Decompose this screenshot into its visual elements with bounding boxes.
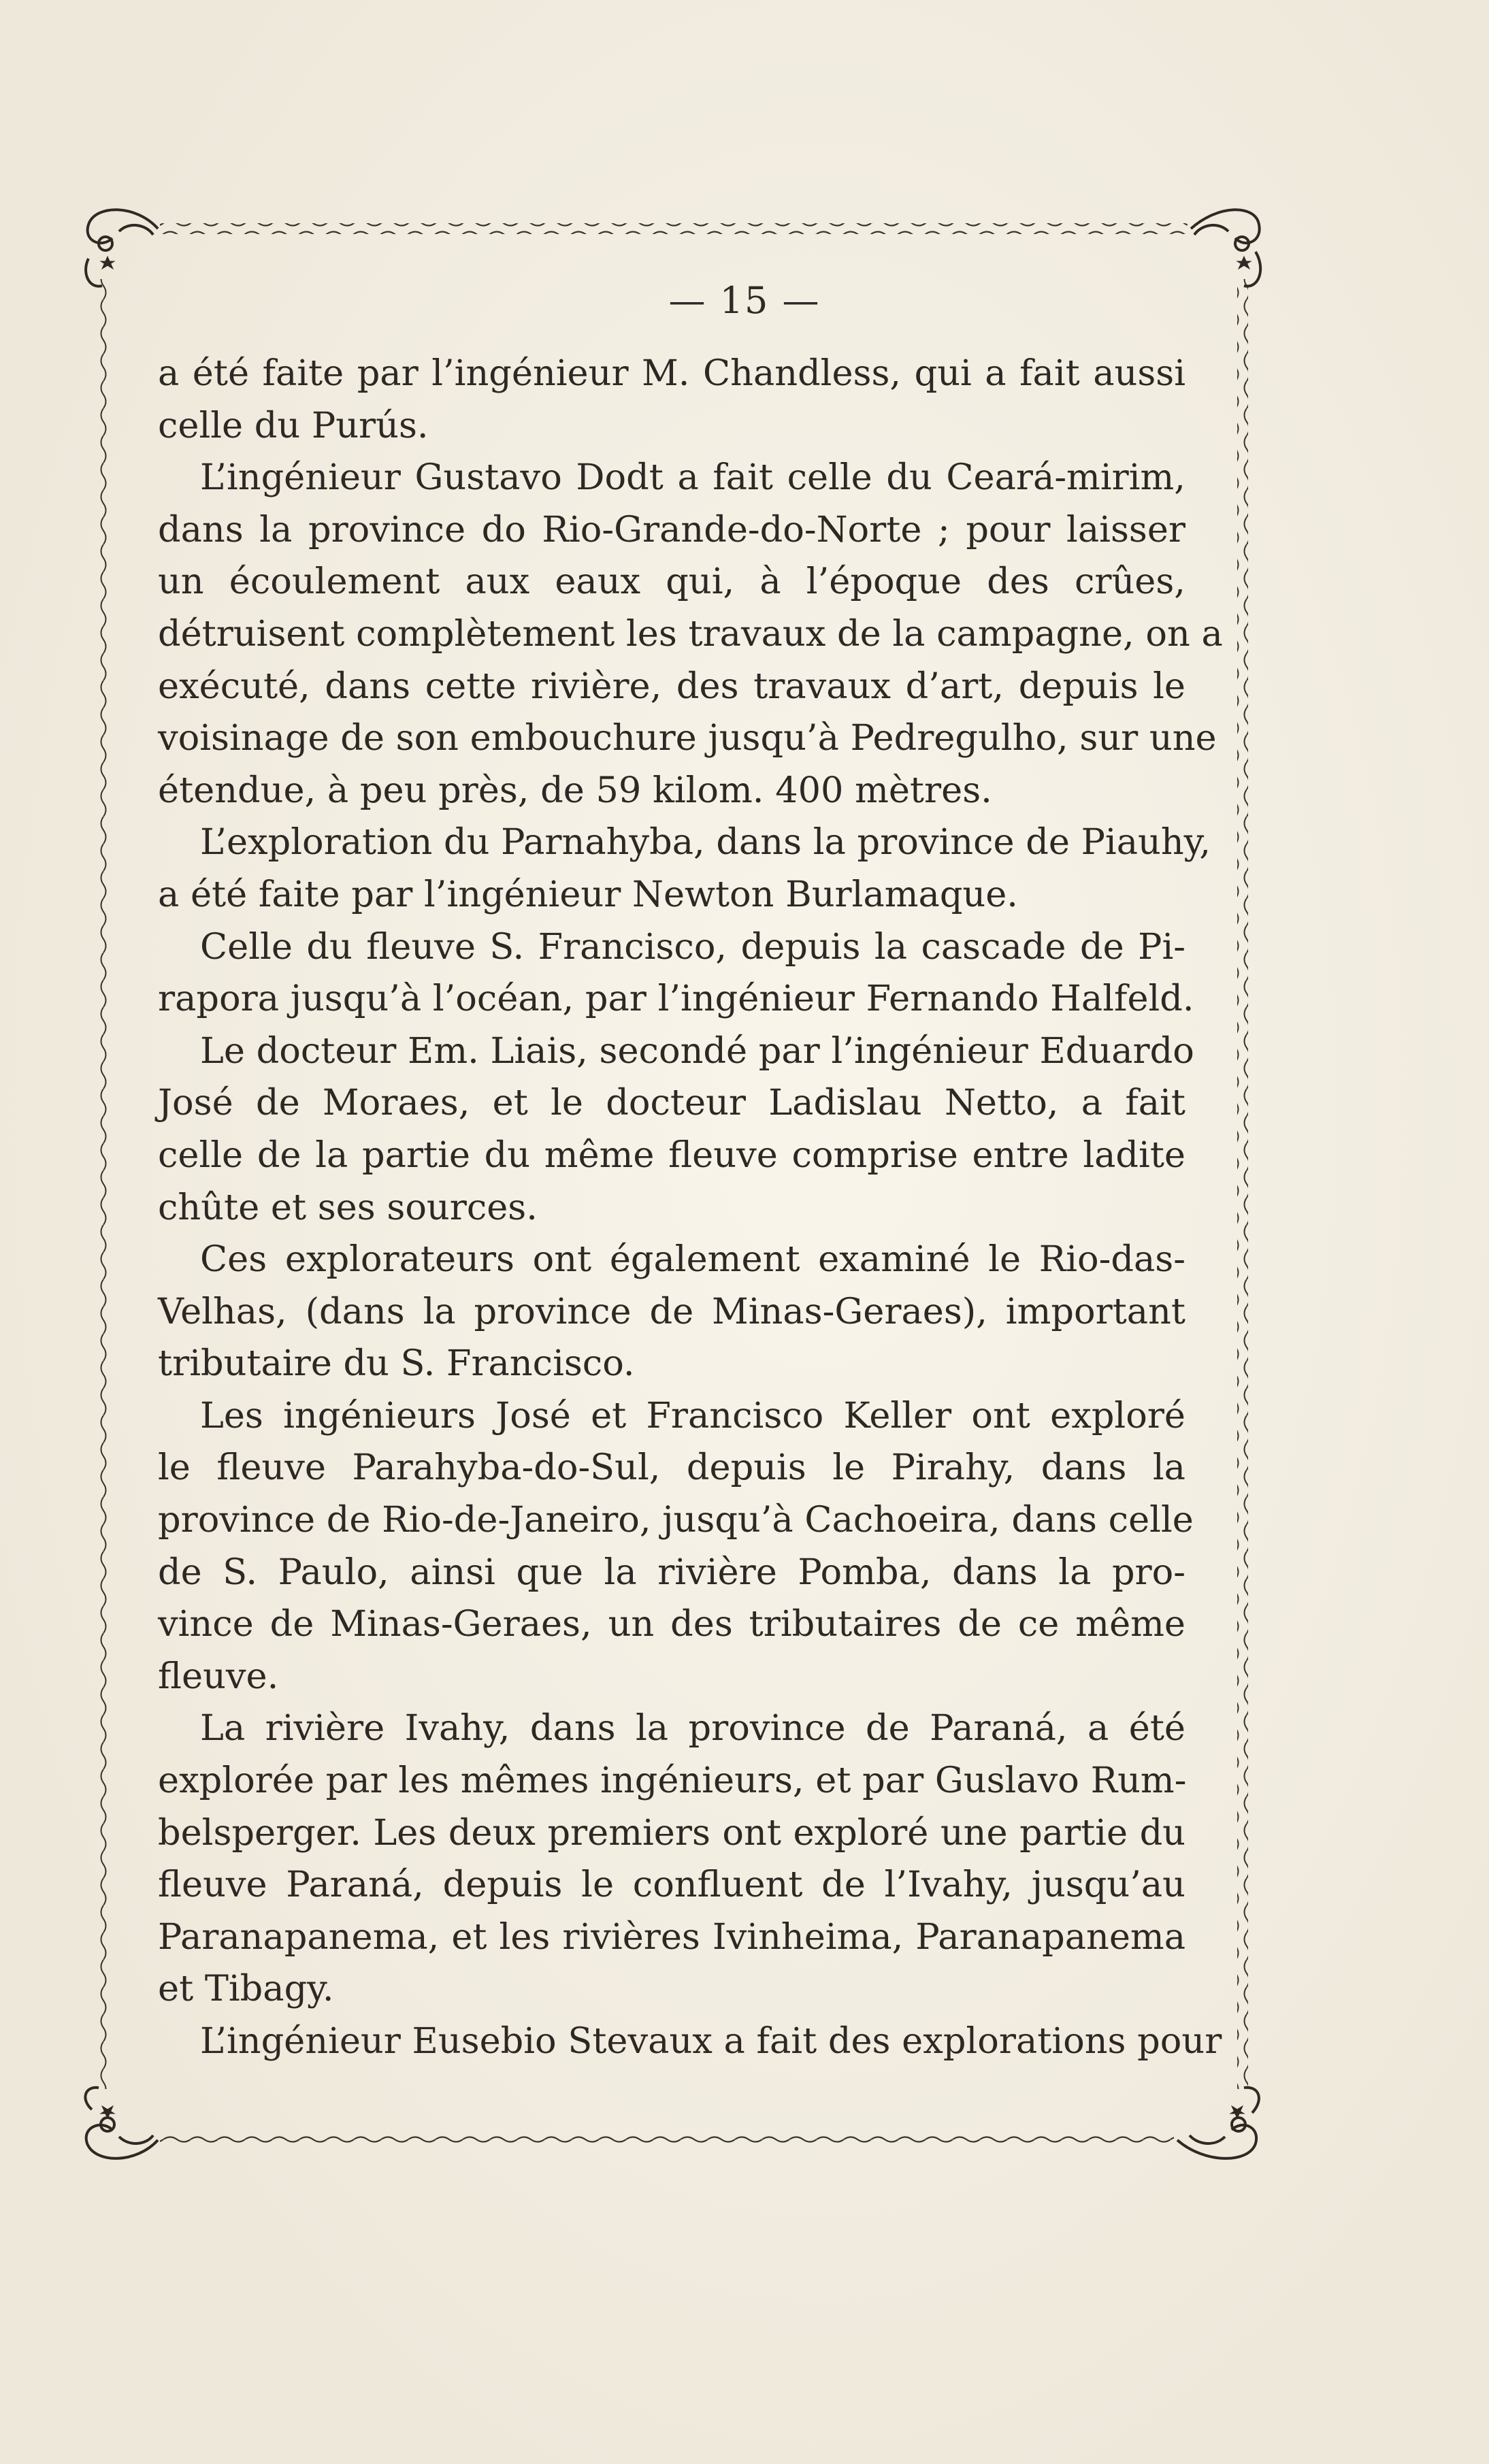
bottom-wavy-rule: [160, 2135, 1174, 2146]
text-line: Velhas, (dans la province de Minas-Geraes), important: [158, 1290, 1185, 1332]
right-wavy-rule: [1237, 279, 1248, 2089]
text-line: L’ingénieur Eusebio Stevaux a fait des explorations pour: [200, 2020, 1222, 2062]
text-line: chûte et ses sources.: [158, 1186, 538, 1228]
corner-ornament-bottom-right: [1177, 2088, 1259, 2158]
text-line: détruisent complètement les travaux de la campagne, on a: [158, 612, 1223, 655]
text-line: étendue, à peu près, de 59 kilom. 400 mètres.: [158, 769, 992, 811]
text-line: fleuve.: [158, 1655, 279, 1697]
text-line: belsperger. Les deux premiers ont exploré une partie du: [158, 1811, 1185, 1854]
text-line: Le docteur Em. Liais, secondé par l’ingénieur Eduardo: [200, 1030, 1194, 1072]
text-line: dans la province do Rio-Grande-do-Norte ; pour laisser: [158, 508, 1185, 551]
text-line: celle de la partie du même fleuve comprise entre ladite: [158, 1134, 1185, 1176]
text-line: exécuté, dans cette rivière, des travaux d’art, depuis le: [158, 665, 1185, 707]
text-line: L’exploration du Parnahyba, dans la province de Piauhy,: [200, 821, 1211, 864]
text-line: rapora jusqu’à l’océan, par l’ingénieur Fernando Halfeld.: [158, 978, 1194, 1020]
text-line: et Tibagy.: [158, 1968, 334, 2010]
text-line: La rivière Ivahy, dans la province de Paraná, a été: [200, 1707, 1185, 1750]
text-line: Paranapanema, et les rivières Ivinheima, Paranapanema: [158, 1916, 1185, 1958]
top-wavy-rule: [160, 223, 1188, 234]
text-line: vince de Minas-Geraes, un des tributaires de ce même: [158, 1603, 1185, 1645]
text-line: province de Rio-de-Janeiro, jusqu’à Cachoeira, dans celle: [158, 1499, 1194, 1541]
text-line: Ces explorateurs ont également examiné le Rio-das-: [200, 1238, 1185, 1281]
body-text: [158, 348, 1223, 2068]
text-line: a été faite par l’ingénieur Newton Burlamaque.: [158, 873, 1018, 915]
text-line: un écoulement aux eaux qui, à l’époque des crûes,: [158, 561, 1185, 603]
page-number: — 15 —: [668, 279, 821, 322]
text-line: Les ingénieurs José et Francisco Keller ont exploré: [200, 1394, 1185, 1436]
text-line: explorée par les mêmes ingénieurs, et par Guslavo Rum-: [158, 1760, 1187, 1802]
text-line: le fleuve Parahyba-do-Sul, depuis le Pirahy, dans la: [158, 1447, 1185, 1489]
text-line: celle du Purús.: [158, 404, 429, 446]
text-line: voisinage de son embouchure jusqu’à Pedregulho, sur une: [158, 717, 1217, 759]
text-line: de S. Paulo, ainsi que la rivière Pomba, dans la pro-: [158, 1551, 1185, 1593]
text-line: tributaire du S. Francisco.: [158, 1343, 635, 1385]
corner-ornament-bottom-left: [85, 2088, 158, 2158]
left-wavy-rule: [97, 279, 108, 2089]
text-line: a été faite par l’ingénieur M. Chandless, qui a fait aussi: [158, 352, 1185, 394]
text-line: José de Moraes, et le docteur Ladislau Netto, a fait: [158, 1082, 1185, 1124]
text-line: fleuve Paraná, depuis le confluent de l’Ivahy, jusqu’au: [158, 1864, 1185, 1906]
text-line: Celle du fleuve S. Francisco, depuis la cascade de Pi-: [200, 925, 1185, 968]
text-line: L’ingénieur Gustavo Dodt a fait celle du Ceará-mirim,: [200, 457, 1185, 499]
